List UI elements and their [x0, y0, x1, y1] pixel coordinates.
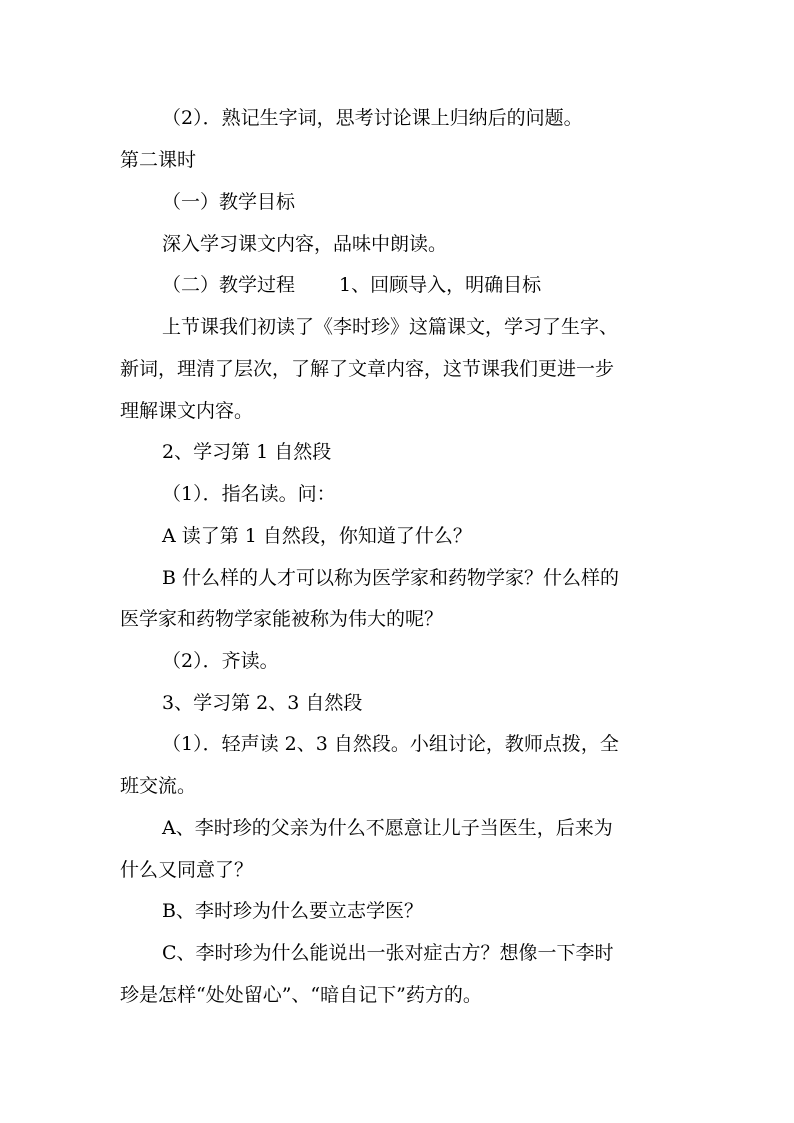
- subsection-heading: （一）教学目标: [162, 191, 296, 213]
- question-line: B、李时珍为什么要立志学医？: [162, 900, 423, 922]
- question-line: C、李时珍为什么能说出一张对症古方？想像一下李时: [162, 942, 614, 964]
- paragraph-line: 班交流。: [120, 775, 197, 797]
- question-line: 医学家和药物学家能被称为伟大的呢？: [120, 608, 444, 630]
- question-line: 珍是怎样“处处留心”、“暗自记下”药方的。: [120, 984, 482, 1006]
- step-heading: 2、学习第 1 自然段: [162, 441, 332, 463]
- paragraph-line: 上节课我们初读了《李时珍》这篇课文，学习了生字、: [162, 316, 619, 338]
- question-line: A 读了第 1 自然段，你知道了什么？: [162, 525, 472, 547]
- paragraph-line: 新词，理清了层次，了解了文章内容，这节课我们更进一步: [120, 358, 615, 380]
- subsection-heading: （二）教学过程 1、回顾导入，明确目标: [162, 274, 542, 296]
- section-heading: 第二课时: [120, 149, 197, 171]
- paragraph-line: （1）．轻声读 2、3 自然段。小组讨论，教师点拨，全: [162, 733, 619, 755]
- paragraph-line: （1）．指名读。问：: [162, 483, 336, 505]
- step-heading: 3、学习第 2、3 自然段: [162, 692, 363, 714]
- question-line: B 什么样的人才可以称为医学家和药物学家？什么样的: [162, 567, 620, 589]
- paragraph-line: （2）．齐读。: [162, 650, 279, 672]
- paragraph-line: （2）．熟记生字词，思考讨论课上归纳后的问题。: [162, 107, 583, 129]
- paragraph-line: 理解课文内容。: [120, 400, 254, 422]
- question-line: 什么又同意了？: [120, 859, 254, 881]
- question-line: A、李时珍的父亲为什么不愿意让儿子当医生，后来为: [162, 817, 613, 839]
- paragraph-line: 深入学习课文内容，品味中朗读。: [162, 233, 448, 255]
